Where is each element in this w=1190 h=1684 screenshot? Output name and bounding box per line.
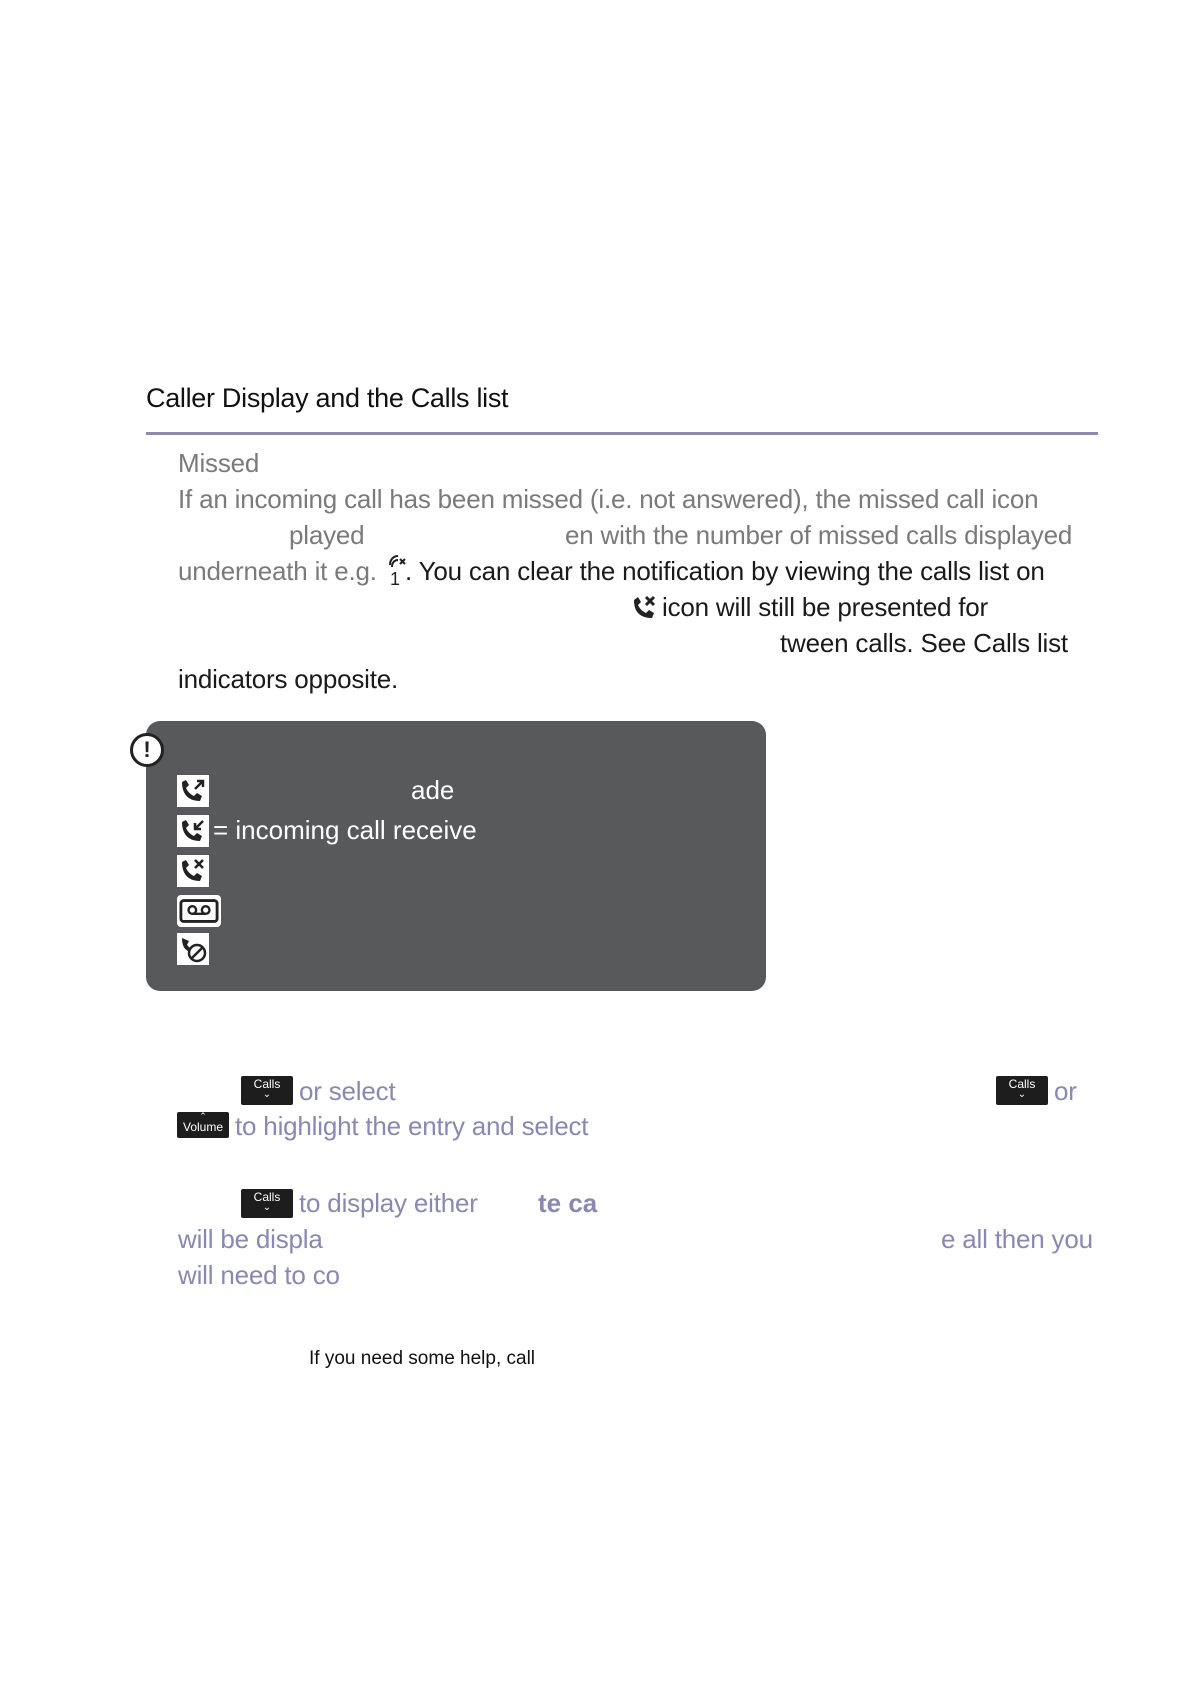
step-4b: e all then you [941,1224,1093,1254]
paragraph-line-6: indicators opposite. [178,664,399,694]
step-3b: te ca [538,1188,598,1218]
paragraph-line-4: icon will still be presented for [662,592,988,622]
paragraph-line-3c: . You can clear the notification by viewing the calls list on [405,556,1045,586]
blocked-call-icon [177,933,209,965]
step-5: will need to co [178,1260,340,1290]
missed-call-indicator-icon [177,855,209,887]
paragraph-line-3a: underneath it e.g. [178,556,377,586]
calls-key-icon-3: Calls ⌄ [241,1189,293,1218]
section-heading: Missed [178,448,260,478]
paragraph-line-1: If an incoming call has been missed (i.e. not answered), the missed call icon [178,484,1039,514]
paragraph-line-2a: played [289,520,365,550]
page-title: Caller Display and the Calls list [146,383,509,413]
note-item-1: ade [411,775,455,805]
calls-key-icon: Calls ⌄ [241,1076,293,1105]
voicemail-icon [177,895,221,927]
missed-call-icon [630,594,658,622]
step-2: to highlight the entry and select [235,1111,589,1141]
incoming-call-icon [177,815,209,847]
outgoing-call-icon [177,775,209,807]
step-1a: or select [299,1076,396,1106]
step-4a: will be displa [178,1224,323,1254]
help-footer: If you need some help, call [309,1348,536,1369]
missed-call-count: 1 [390,569,401,589]
calls-key-icon-2: Calls ⌄ [996,1076,1048,1105]
note-item-2: = incoming call receive [213,815,477,845]
header-divider [146,432,1098,435]
exclamation-icon: ! [130,733,164,767]
paragraph-line-5: tween calls. See Calls list [780,628,1068,658]
paragraph-line-2b: en with the number of missed calls displayed [565,520,1073,550]
step-3a: to display either [299,1188,478,1218]
calls-list-indicators-box [146,721,766,991]
volume-key-icon: ⌃ Volume [177,1112,229,1138]
step-1b: or [1054,1076,1077,1106]
